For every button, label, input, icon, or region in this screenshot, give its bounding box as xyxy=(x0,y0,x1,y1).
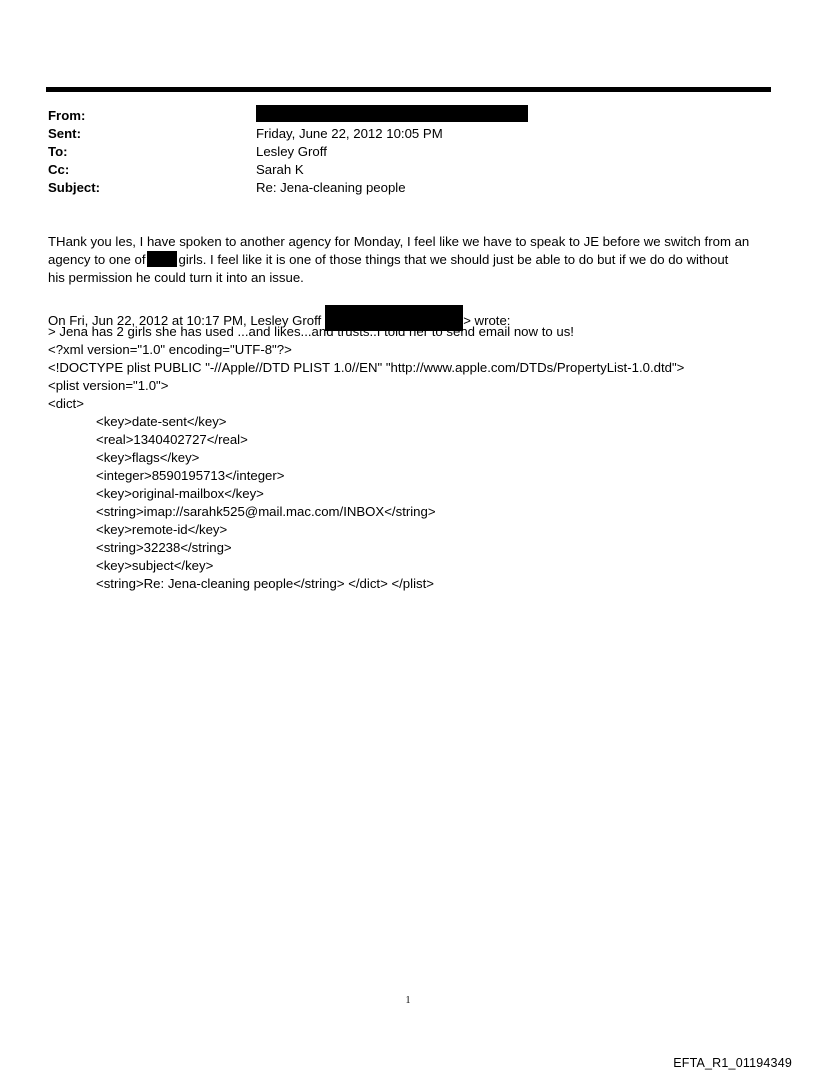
doctype-line: <!DOCTYPE plist PUBLIC "-//Apple//DTD PLIST 1.0//EN" "http://www.apple.com/DTDs/PropertyList-1.0.dtd"> xyxy=(48,360,685,375)
body-paragraph-line-3: his permission he could turn it into an issue. xyxy=(48,270,304,285)
quote-intro-end: > wrote: xyxy=(463,313,511,328)
cc-value: Sarah K xyxy=(256,162,304,177)
plist-line: <real>1340402727</real> xyxy=(96,432,248,447)
to-label: To: xyxy=(48,144,68,159)
body-paragraph-line-1: THank you les, I have spoken to another agency for Monday, I feel like we have to speak to JE before we switch from an xyxy=(48,234,750,249)
plist-line: <key>date-sent</key> xyxy=(96,414,227,429)
plist-open: <plist version="1.0"> xyxy=(48,378,169,393)
plist-line: <string>32238</string> xyxy=(96,540,232,555)
quote-intro-start: On Fri, Jun 22, 2012 at 10:17 PM, Lesley Groff xyxy=(48,313,322,328)
cc-label: Cc: xyxy=(48,162,70,177)
body-line-2-end: girls. I feel like it is one of those things that we should just be able to do but if we do do without xyxy=(178,252,729,267)
from-redaction xyxy=(256,105,528,122)
plist-line: <key>remote-id</key> xyxy=(96,522,228,537)
dict-open: <dict> xyxy=(48,396,84,411)
page-number: 1 xyxy=(405,995,411,1006)
header-divider xyxy=(46,87,771,92)
quoted-line: > Jena has 2 girls she has used ...and likes...and trusts..I told her to send email now to us! xyxy=(48,324,574,339)
sent-label: Sent: xyxy=(48,126,81,141)
body-paragraph-line-2 xyxy=(48,251,728,269)
plist-line: <string>imap://sarahk525@mail.mac.com/INBOX</string> xyxy=(96,504,436,519)
plist-line: <string>Re: Jena-cleaning people</string> </dict> </plist> xyxy=(96,576,434,591)
bates-number: EFTA_R1_01194349 xyxy=(673,1056,792,1070)
subject-label: Subject: xyxy=(48,180,101,195)
plist-line: <key>flags</key> xyxy=(96,450,200,465)
xml-declaration: <?xml version="1.0" encoding="UTF-8"?> xyxy=(48,342,292,357)
inline-redaction xyxy=(147,251,177,267)
plist-line: <key>original-mailbox</key> xyxy=(96,486,264,501)
subject-value: Re: Jena-cleaning people xyxy=(256,180,406,195)
body-line-2-start: agency to one of xyxy=(48,252,146,267)
plist-line: <integer>8590195713</integer> xyxy=(96,468,285,483)
from-label: From: xyxy=(48,108,86,123)
to-value: Lesley Groff xyxy=(256,144,327,159)
plist-line: <key>subject</key> xyxy=(96,558,214,573)
sent-value: Friday, June 22, 2012 10:05 PM xyxy=(256,126,443,141)
